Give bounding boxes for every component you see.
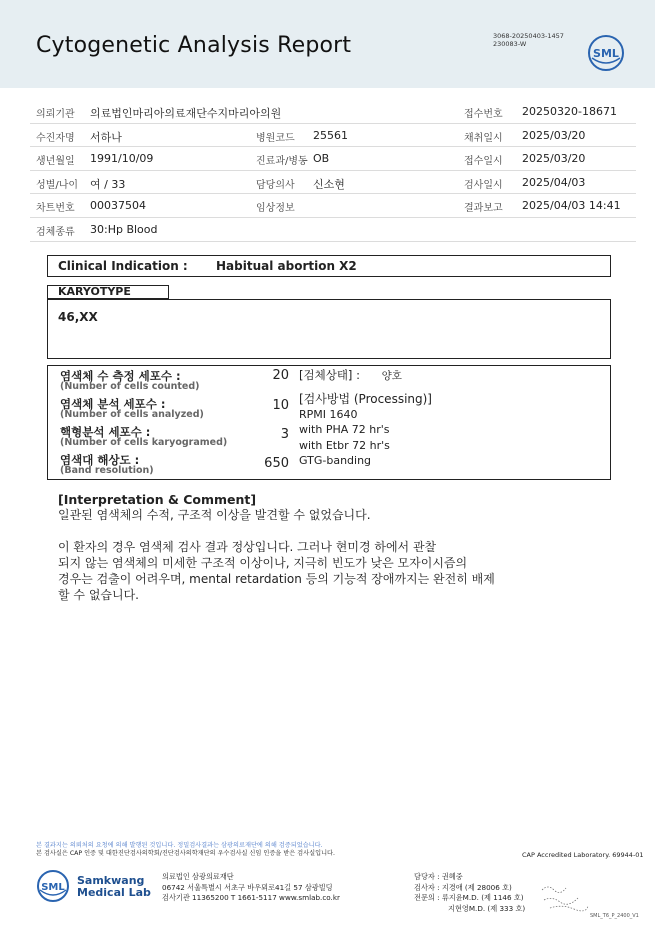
clinical-indication-value: Habitual abortion X2 [216,259,357,273]
karyotype-value: 46,XX [58,310,98,324]
sml-logo-icon [587,34,625,72]
processing-method-1: RPMI 1640 [299,408,358,422]
patient-info-table [30,100,636,242]
report-code-2: 230083-W [493,40,527,48]
info-label: 진료과/병동 [256,156,308,168]
info-value: 2025/04/03 [522,175,586,189]
info-label: 생년월일 [36,156,75,168]
cells-karyogramed-value: 3 [280,427,289,442]
sml-logo-text: SML [593,47,619,60]
lab-staff [414,872,525,914]
interpretation-line-4: 경우는 검출이 어려우며, mental retardation 등의 기능적 장애까지는 완전히 배제 [58,572,495,586]
info-value: 서하나 [90,130,122,144]
cells-analyzed-value: 10 [272,398,289,413]
info-value: 30:Hp Blood [90,222,158,236]
info-value: OB [313,152,330,166]
brand-line-2: Medical Lab [77,886,151,899]
info-value: 의료법인마리아의료재단수지마리아의원 [90,107,282,120]
address-line-2: 06742 서울특별시 서초구 바우뫼로41길 57 삼광빌딩 [162,882,333,892]
address-line-3: 검사기관 11365200 T 1661-5117 www.smlab.co.kr [162,893,340,902]
info-label: 검사일시 [464,179,503,191]
info-row [30,218,636,242]
clinical-indication-label: Clinical Indication : [58,259,188,273]
specimen-status-label: [검체상태] : [299,368,360,382]
address-line-1: 의료법인 삼광의료재단 [162,872,234,881]
staff-line-1: 담당자 : 권혜중 [414,872,463,881]
karyotype-box [47,299,611,359]
form-code: SML_T6_P_2400_V1 [590,913,639,919]
staff-line-2: 검사자 : 지경애 (제 28006 호) [414,882,512,892]
processing-method-label: [검사방법 (Processing)] [299,392,432,406]
cells-karyogramed-label: 핵형분석 세포수 : (Number of cells karyogramed) [60,425,228,448]
info-row [30,100,636,124]
cell-analysis-box [47,365,611,480]
info-value: 20250320-18671 [522,105,617,118]
info-label: 검체종류 [36,226,75,238]
info-label: 담당의사 [256,179,295,191]
interpretation-body [58,507,528,603]
band-resolution-value: 650 [264,456,289,471]
info-value: 25561 [313,128,348,142]
interpretation-line-2: 이 환자의 경우 염색체 검사 결과 정상입니다. 그러나 현미경 하에서 관찰 [58,540,437,554]
info-row [30,124,636,148]
disclaimer-line-2: 본 검사실은 CAP 인증 및 대한진단검사의학회/진단검사의학재단의 우수검사실 신임 인증을 받은 검사실입니다. [36,850,335,857]
staff-line-3: 전문의 : 류지윤M.D. (제 1146 호) [414,893,524,902]
info-label: 의뢰기관 [36,109,75,120]
info-row [30,147,636,171]
cells-counted-sublabel: (Number of cells counted) [60,381,200,392]
info-label: 성별/나이 [36,179,79,191]
specimen-status [299,368,402,384]
samkwang-logo-text: SML [41,882,65,893]
report-header [0,0,655,88]
processing-method-3: with Etbr 72 hr's [299,438,390,452]
info-label: 결과보고 [464,203,503,215]
band-resolution-label: 염색대 해상도 : (Band resolution) [60,453,154,476]
processing-method [299,392,432,468]
processing-method-4: GTG-banding [299,453,372,467]
info-value: 1991/10/09 [90,152,154,166]
brand-line-1: Samkwang [77,874,145,887]
info-value: 2025/04/03 14:41 [522,199,621,213]
interpretation-heading: [Interpretation & Comment] [58,492,257,507]
lab-address [162,872,340,904]
info-label: 접수일시 [464,156,503,168]
report-title: Cytogenetic Analysis Report [36,33,352,58]
samkwang-logo-icon [36,869,70,903]
cells-analyzed-sublabel: (Number of cells analyzed) [60,409,204,420]
info-value: 2025/03/20 [522,128,586,142]
info-value: 00037504 [90,199,146,213]
cells-karyogramed-sublabel: (Number of cells karyogramed) [60,437,228,448]
samkwang-brand [77,875,151,899]
clinical-indication-box [47,255,611,277]
info-label: 접수번호 [464,109,503,120]
staff-line-4: 지현영M.D. (제 333 호) [448,903,526,913]
info-row [30,171,636,195]
info-label: 임상정보 [256,203,295,215]
cells-counted-value: 20 [272,368,289,383]
cells-analyzed-label: 염색체 분석 세포수 : (Number of cells analyzed) [60,397,204,420]
cells-counted-label: 염색체 수 측정 세포수 : (Number of cells counted) [60,369,200,392]
report-code-1: 3068-20250403-1457 [493,32,564,40]
interpretation-line-5: 할 수 없습니다. [58,588,139,602]
specimen-status-value: 양호 [381,370,402,382]
info-value: 신소현 [313,177,345,191]
cap-accreditation: CAP Accredited Laboratory. 69944-01 [522,851,644,859]
info-value: 2025/03/20 [522,152,586,166]
report-codes [493,32,564,48]
interpretation-line-1: 일관된 염색체의 수적, 구조적 이상을 발견할 수 없었습니다. [58,508,371,522]
karyotype-label: KARYOTYPE [47,285,169,299]
footer-disclaimer [36,842,335,858]
interpretation-line-3: 되지 않는 염색체의 미세한 구조적 이상이나, 지극히 빈도가 낮은 모자이시즘의 [58,556,468,570]
info-value: 여 / 33 [90,177,126,191]
info-label: 병원코드 [256,132,295,144]
band-resolution-sublabel: (Band resolution) [60,465,154,476]
info-row [30,194,636,218]
processing-method-2: with PHA 72 hr's [299,423,390,437]
info-label: 수진자명 [36,132,75,144]
info-label: 채취일시 [464,132,503,144]
disclaimer-line-1: 본 결과지는 의뢰처의 요청에 의해 발행된 것입니다. 정밀검사결과는 삼광의료재단에 의해 검증되었습니다. [36,842,323,849]
info-label: 차트번호 [36,203,75,215]
signature-icon [540,878,590,912]
